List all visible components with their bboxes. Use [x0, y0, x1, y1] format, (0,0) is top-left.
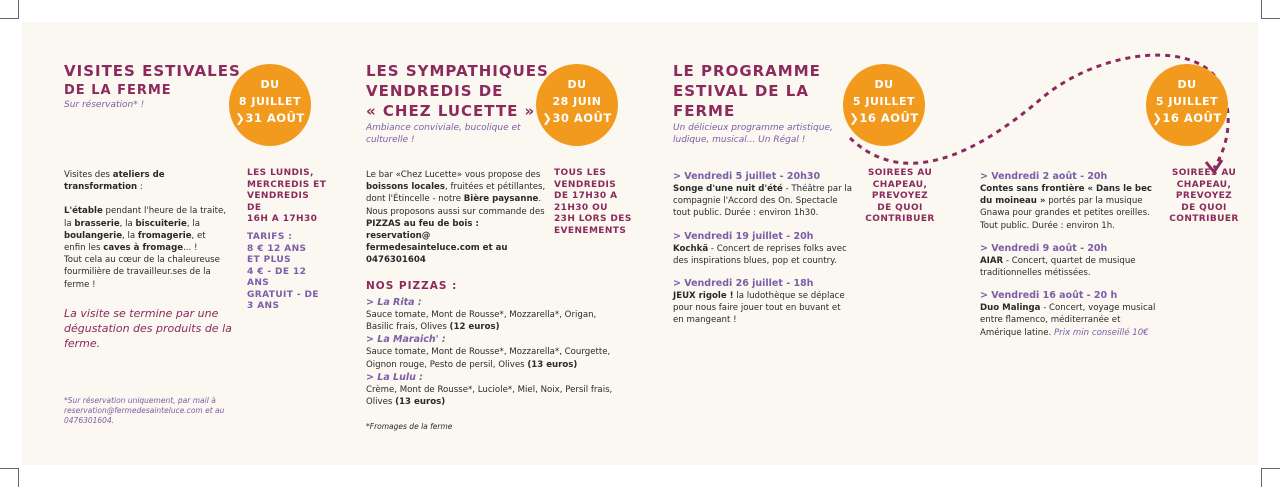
circle-line [1146, 110, 1228, 127]
side-note-line: SOIREES AU [1171, 168, 1237, 178]
circle-end-date: 16 AOÛT [1162, 111, 1222, 125]
circle-line: DU [1177, 78, 1197, 91]
text-run: boulangerie [64, 230, 123, 241]
col4-date-circle [1146, 64, 1228, 146]
schedule-line: VENDREDIS DE [247, 191, 310, 213]
pizzas-heading: NOS PIZZAS : [366, 280, 458, 292]
col2-schedule [554, 168, 639, 237]
tarifs-label: TARIFS : [247, 232, 293, 242]
event-title: JEUX rigole ! [673, 291, 734, 302]
event-desc [980, 183, 1160, 232]
col2-intro-paragraph-2 [366, 206, 546, 267]
event-item [673, 170, 853, 220]
circle-end-date: 16 AOÛT [859, 111, 919, 125]
side-note-line: PREVOYEZ [1175, 191, 1233, 201]
event-item [673, 277, 853, 327]
tarif-line: ANS [247, 278, 270, 288]
text-run: . [538, 194, 542, 205]
col1-subtitle: Sur réservation* ! [64, 100, 145, 110]
side-note-line: CONTRIBUER [1169, 214, 1239, 224]
event-desc [980, 255, 1160, 279]
flyer-sheet [22, 22, 1258, 465]
text: Sauce tomate, Mont de Rousse*, Mozzarella*, Courgette, Oignon rouge, Pesto de persil, Olives [366, 347, 611, 370]
text-run: Le bar «Chez Lucette» vous propose des [366, 170, 541, 180]
pizza-name: > La Maraich' : [366, 334, 446, 346]
event-desc [673, 183, 853, 220]
schedule-line: MERCREDIS ET [247, 179, 327, 190]
schedule-line: 21H30 OU [554, 202, 608, 213]
text: ateliers de transformation [64, 170, 165, 193]
pizza-desc [366, 346, 616, 370]
event-title: Contes sans frontière « Dans le bec du moineau » [980, 184, 1152, 207]
circle-line: DU [874, 78, 894, 91]
schedule-line: EVENEMENTS [554, 225, 627, 236]
event-date: > Vendredi 9 août - 20h [980, 242, 1108, 254]
text-run: ... ! [183, 243, 198, 254]
text: portés par la musique Gnawa pour grandes et petites oreilles. Tout public. Durée : environ 1h. [980, 196, 1150, 231]
col1-title-line2: DE LA FERME [64, 83, 172, 98]
event-title: Songe d'une nuit d'été [673, 184, 783, 194]
chevron-right-icon: ❯ [1152, 111, 1163, 125]
side-note-line: CHAPEAU, [1176, 179, 1232, 190]
event-item [980, 242, 1160, 279]
col2-footnote: *Fromages de la ferme [366, 422, 453, 431]
text-run: , et enfin les [64, 230, 206, 254]
text-run: , la [122, 230, 138, 241]
text-run: pendant l'heure de la traite, la [64, 206, 227, 229]
text-run: biscuiterie [135, 218, 187, 229]
col3-title-line3: FERME [673, 102, 736, 120]
pizza-item [366, 371, 616, 408]
circle-line [843, 110, 925, 127]
col3-side-note [860, 168, 940, 226]
col4-side-note [1164, 168, 1244, 226]
side-note-line: CONTRIBUER [865, 214, 935, 224]
col1-body [64, 169, 229, 291]
event-item [673, 230, 853, 267]
text-run: fromagerie [137, 230, 192, 241]
pizza-name: > La Lulu : [366, 371, 423, 383]
pizza-item [366, 296, 616, 333]
text-run: , fruitées et pétillantes, dont l'Étincelle - notre [366, 182, 546, 205]
schedule-line: DE 17H30 A [554, 191, 618, 201]
circle-end-date: 30 AOÛT [552, 111, 612, 125]
col1-date-circle [229, 64, 311, 146]
schedule-line: TOUS LES [554, 168, 607, 178]
text: Sauce tomate, Mont de Rousse*, Mozzarella*, Origan, Basilic frais, Olives [366, 310, 597, 333]
circle-line: DU [260, 78, 280, 91]
circle-line: 8 JUILLET [238, 95, 302, 108]
schedule-line: 23H LORS DES [554, 214, 632, 224]
event-desc [673, 290, 853, 327]
text: - Concert, voyage musical entre flamenco, méditerranée et Amérique latine. [980, 303, 1156, 338]
pizza-name: > La Rita : [366, 297, 422, 308]
side-note-line: PREVOYEZ [871, 191, 929, 201]
text: - Concert de reprises folks avec des inspirations blues, pop et country. [673, 243, 847, 266]
text: - Concert, quartet de musique traditionnelles métissées. [980, 255, 1136, 279]
chevron-right-icon: ❯ [542, 111, 553, 125]
col1-conclusion: La visite se termine par une dégustation des produits de la ferme. [64, 307, 232, 350]
col3-date-circle [843, 64, 925, 146]
text: Nous proposons aussi sur commande des [366, 206, 545, 217]
pizza-list [366, 296, 616, 408]
col1-intro [64, 169, 229, 193]
pizza-price: (13 euros) [527, 359, 578, 370]
event-date: > Vendredi 2 août - 20h [980, 171, 1108, 182]
col2-date-circle [536, 64, 618, 146]
event-date: > Vendredi 16 août - 20 h [980, 290, 1118, 302]
pizza-desc [366, 384, 616, 408]
pizza-price: (13 euros) [395, 397, 446, 408]
crop-mark-top-left [0, 0, 19, 19]
col3-events [673, 170, 853, 327]
text-run: , la [119, 218, 136, 229]
schedule-line: VENDREDIS [554, 179, 617, 190]
text-run: , la [186, 218, 200, 229]
schedule-line: 16H A 17H30 [247, 214, 318, 224]
col1-footnote: *Sur réservation uniquement, par mail à reservation@fermedesainteluce.com et au 0476301604. [64, 396, 225, 425]
chevron-right-icon: ❯ [235, 111, 246, 125]
event-title: Duo Malinga [980, 303, 1041, 314]
text: la ludothèque se déplace pour nous faire jouer tout en buvant et en mangeant ! [673, 291, 845, 326]
side-note-line: DE QUOI [877, 202, 923, 213]
col4-events [980, 170, 1160, 339]
event-item [980, 170, 1160, 232]
text: - Théâtre par la compagnie l'Accord des On. Spectacle tout public. Durée : environ 1h30. [673, 184, 853, 219]
col1-paragraph-1 [64, 205, 229, 254]
text: Crème, Mont de Rousse*, Luciole*, Miel, Noix, Persil frais, Olives [366, 384, 613, 408]
circle-line [229, 110, 311, 127]
event-title: Kochkã [673, 243, 709, 254]
circle-line: DU [567, 78, 587, 91]
col2-title-line2: VENDREDIS DE [366, 82, 504, 100]
col1-tarifs [247, 232, 327, 313]
col1-title: VISITES ESTIVALES [64, 62, 241, 80]
text-run: brasserie [74, 218, 120, 229]
event-date: > Vendredi 5 juillet - 20h30 [673, 171, 821, 182]
pizza-item [366, 333, 616, 370]
col2-title-line3: « CHEZ LUCETTE » [366, 102, 536, 120]
circle-end-date: 31 AOÛT [245, 111, 305, 125]
col2-intro [366, 169, 546, 267]
crop-mark-bottom-left [0, 468, 19, 487]
circle-line: 5 JUILLET [1155, 95, 1219, 108]
tarif-line: GRATUIT - DE [247, 289, 319, 300]
text: Visites des [64, 170, 113, 180]
text: : [137, 182, 143, 193]
text-run: boissons locales [366, 182, 445, 193]
crop-mark-bottom-right [1261, 468, 1280, 487]
tarif-line: 8 € 12 ANS [247, 243, 307, 254]
side-note-line: CHAPEAU, [872, 179, 928, 190]
col3-title-line2: ESTIVAL DE LA [673, 82, 809, 100]
col2-subtitle: Ambiance conviviale, bucolique et culturelle ! [366, 123, 521, 145]
text-run: L'étable [64, 206, 103, 217]
text-run: Bière paysanne [463, 194, 539, 205]
event-desc [673, 243, 853, 267]
crop-mark-top-right [1261, 0, 1280, 19]
col3-title: LE PROGRAMME [673, 62, 821, 80]
pizza-price: (12 euros) [449, 322, 500, 333]
side-note-line: DE QUOI [1181, 202, 1227, 213]
event-price: Prix min conseillé 10€ [1054, 327, 1149, 338]
circle-line [536, 110, 618, 127]
event-desc [980, 302, 1160, 339]
tarif-line: ET PLUS [247, 255, 292, 265]
col3-subtitle: Un délicieux programme artistique, ludique, musical... Un Régal ! [673, 123, 833, 145]
side-note-line: SOIREES AU [867, 168, 933, 178]
tarif-line: 4 € - DE 12 [247, 266, 307, 277]
col1-schedule [247, 168, 327, 226]
text-run: caves à fromage [103, 243, 184, 254]
circle-line: 28 JUIN [552, 95, 602, 108]
event-date: > Vendredi 26 juillet - 18h [673, 278, 814, 290]
chevron-right-icon: ❯ [849, 111, 860, 125]
event-item [980, 289, 1160, 339]
text: PIZZAS au feu de bois : reservation@ fermedesainteluce.com et au 0476301604 [366, 218, 508, 266]
pizza-desc [366, 309, 616, 333]
event-title: AIAR [980, 255, 1004, 266]
col2-intro-paragraph [366, 169, 546, 206]
tarif-line: 3 ANS [247, 301, 280, 311]
schedule-line: LES LUNDIS, [247, 168, 314, 178]
circle-line: 5 JUILLET [852, 95, 916, 108]
col2-title: LES SYMPATHIQUES [366, 62, 549, 80]
col1-paragraph-2: Tout cela au cœur de la chaleureuse fourmilière de travailleur.ses de la ferme ! [64, 255, 220, 290]
event-date: > Vendredi 19 juillet - 20h [673, 230, 814, 242]
